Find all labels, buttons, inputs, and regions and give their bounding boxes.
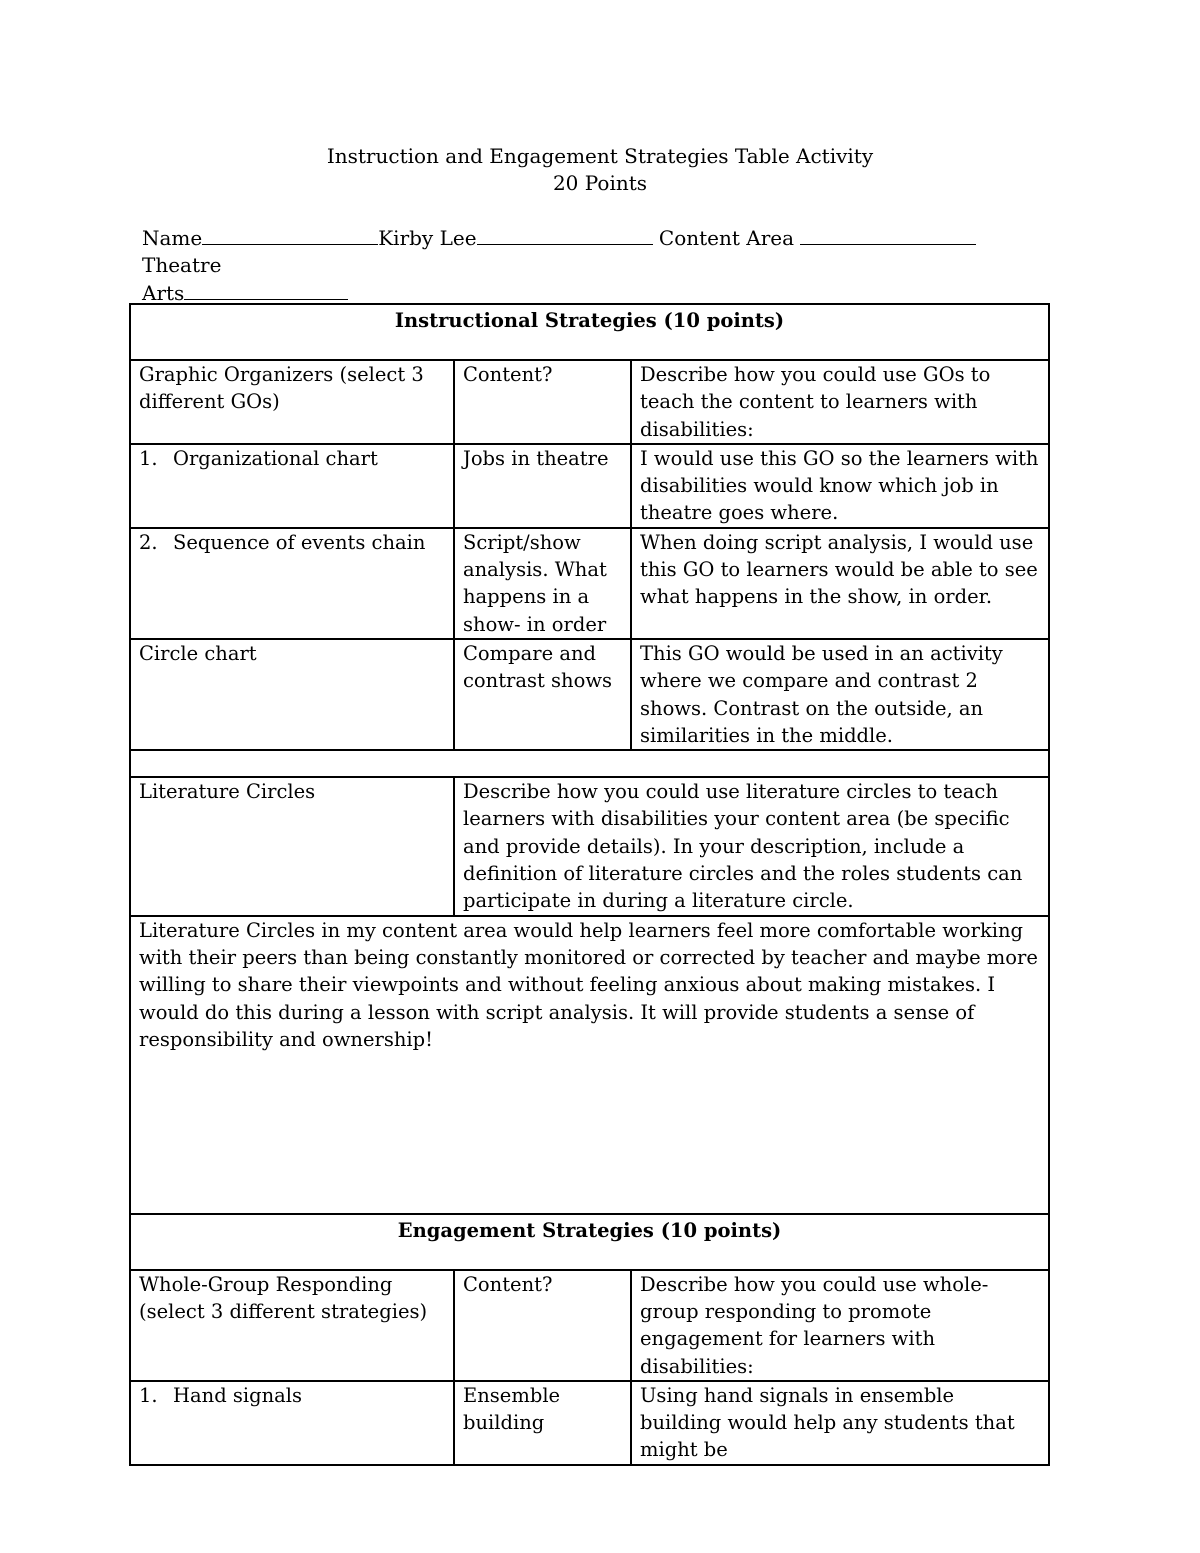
- engagement-heading-row: [130, 1214, 1049, 1270]
- go-cell: Circle chart: [130, 639, 454, 750]
- document-title: Instruction and Engagement Strategies Table Activity: [326, 144, 874, 168]
- literature-circles-prompt: Describe how you could use literature circles to teach learners with disabilities your content area (be specific and provide details). In your description, include a definition of literature circles and the roles students can participate in during a literature circle.: [454, 777, 1049, 915]
- row-number: 1.: [139, 446, 158, 470]
- name-underline-2: [477, 224, 653, 245]
- describe-column-header: Describe how you could use GOs to teach the content to learners with disabilities:: [631, 360, 1049, 444]
- literature-answer-row: [130, 916, 1049, 1214]
- wgr-column-header: Whole-Group Responding (select 3 different strategies): [130, 1270, 454, 1381]
- name-content-line: [142, 224, 1042, 307]
- instructional-header-row: [130, 360, 1049, 444]
- table-row: [130, 1381, 1049, 1465]
- name-underline: [202, 224, 378, 245]
- describe-column-header: Describe how you could use whole-group responding to promote engagement for learners with disabilities:: [631, 1270, 1049, 1381]
- content-area-label: Content Area: [658, 226, 795, 250]
- content-area-underline-2: [184, 279, 348, 300]
- describe-cell: When doing script analysis, I would use this GO to learners would be able to see what happens in the show, in order.: [631, 528, 1049, 639]
- table-row: [130, 639, 1049, 750]
- row-number: 2.: [139, 530, 158, 554]
- content-cell: Compare and contrast shows: [454, 639, 631, 750]
- content-cell: Ensemble building: [454, 1381, 631, 1465]
- strategies-table: [129, 303, 1050, 1466]
- content-cell: Script/show analysis. What happens in a show- in order: [454, 528, 631, 639]
- document-points: 20 Points: [552, 171, 648, 195]
- literature-circles-row: [130, 777, 1049, 915]
- go-name: Sequence of events chain: [173, 530, 426, 554]
- engagement-heading: Engagement Strategies (10 points): [130, 1214, 1049, 1270]
- table-row: [130, 444, 1049, 528]
- strategy-name: Hand signals: [173, 1383, 303, 1407]
- go-cell: [130, 528, 454, 639]
- describe-cell: I would use this GO so the learners with disabilities would know which job in theatre goes where.: [631, 444, 1049, 528]
- table-row: [130, 528, 1049, 639]
- content-area-underline: [800, 224, 976, 245]
- describe-cell: Using hand signals in ensemble building would help any students that might be: [631, 1381, 1049, 1465]
- instructional-heading-row: [130, 304, 1049, 360]
- content-cell: Jobs in theatre: [454, 444, 631, 528]
- content-area-value-1: Theatre: [142, 253, 222, 277]
- instructional-heading: Instructional Strategies (10 points): [130, 304, 1049, 360]
- describe-cell: This GO would be used in an activity where we compare and contrast 2 shows. Contrast on the outside, an similarities in the middle.: [631, 639, 1049, 750]
- go-cell: [130, 444, 454, 528]
- row-number: 1.: [139, 1383, 158, 1407]
- content-area-value-2: Arts: [142, 281, 185, 305]
- spacer-cell: [130, 750, 1049, 777]
- spacer-row: [130, 750, 1049, 777]
- content-column-header: Content?: [454, 360, 631, 444]
- go-name: Organizational chart: [173, 446, 378, 470]
- strategy-cell: [130, 1381, 454, 1465]
- literature-circles-label: Literature Circles: [130, 777, 454, 915]
- go-column-header: Graphic Organizers (select 3 different GOs): [130, 360, 454, 444]
- name-value: Kirby Lee: [378, 226, 477, 250]
- engagement-header-row: [130, 1270, 1049, 1381]
- content-column-header: Content?: [454, 1270, 631, 1381]
- literature-circles-answer: Literature Circles in my content area would help learners feel more comfortable working with their peers than being constantly monitored or corrected by teacher and maybe more willing to share their viewpoints and without feeling anxious about making mistakes. I would do this during a lesson with script analysis. It will provide students a sense of responsibility and ownership!: [130, 916, 1049, 1214]
- name-label: Name: [142, 226, 203, 250]
